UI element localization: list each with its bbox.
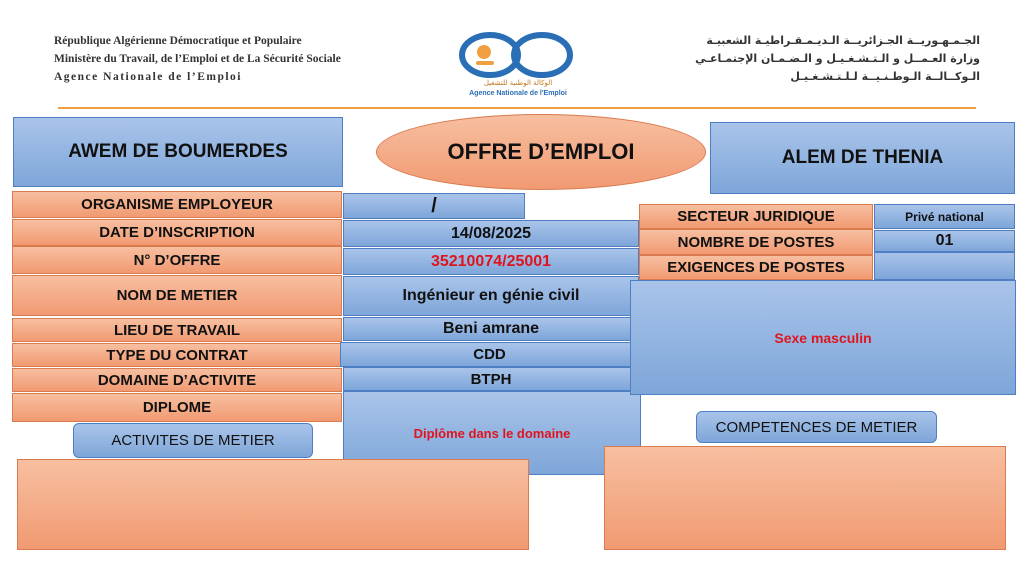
header-arabic	[695, 32, 980, 86]
label-numero	[12, 246, 342, 274]
label-exigences-text: EXIGENCES DE POSTES	[667, 259, 845, 276]
activites-box	[17, 459, 529, 550]
agency-right-box	[710, 122, 1015, 194]
value-metier-text: Ingénieur en génie civil	[402, 287, 580, 304]
label-organisme-text: ORGANISME EMPLOYEUR	[81, 196, 273, 213]
value-date	[343, 220, 639, 247]
header-fr-line-2: Ministère du Travail, de l’Emploi et de La Sécurité Sociale	[54, 53, 341, 65]
value-diplome-text: Diplôme dans le domaine	[413, 425, 571, 441]
label-contrat	[12, 343, 342, 367]
header-ar-line-1: الجـمـهـوريــة الجـزائريــة الـديـمـقـراطيـة الشعبيـة	[706, 34, 980, 47]
label-secteur	[639, 204, 873, 229]
competences-heading	[696, 411, 937, 443]
logo-caption-arabic: الوكالة الوطنية للتشغيل	[483, 79, 553, 87]
label-metier	[12, 275, 342, 316]
label-domaine	[12, 368, 342, 392]
value-secteur-text: Privé national	[905, 209, 984, 224]
header-ar-line-2: وزارة العـمــل و الـتـشـغـيـل و الـضـمـان الإجتمـاعـي	[695, 52, 980, 65]
activites-heading-text: ACTIVITES DE METIER	[111, 432, 275, 449]
label-organisme	[12, 191, 342, 218]
label-date	[12, 219, 342, 246]
label-contrat-text: TYPE DU CONTRAT	[106, 346, 248, 364]
exigences-detail-text: Sexe masculin	[774, 329, 872, 346]
agency-left-label: AWEM DE BOUMERDES	[68, 141, 288, 162]
value-numero-text: 35210074/25001	[430, 252, 552, 270]
value-lieu	[343, 317, 639, 341]
label-diplome	[12, 393, 342, 422]
label-lieu	[12, 318, 342, 342]
agency-right-label: ALEM DE THENIA	[781, 147, 944, 168]
title-ellipse	[376, 114, 706, 190]
label-domaine-text: DOMAINE D’ACTIVITE	[97, 371, 257, 389]
header-french	[54, 32, 341, 86]
logo-caption-french: Agence Nationale de l'Emploi	[469, 90, 567, 97]
value-numero	[343, 248, 639, 275]
label-diplome-text: DIPLOME	[142, 399, 212, 416]
label-date-text: DATE D’INSCRIPTION	[99, 224, 255, 241]
label-postes	[639, 229, 873, 255]
anem-logo-mark	[456, 30, 580, 80]
value-lieu-text: Beni amrane	[442, 320, 540, 337]
label-numero-text: N° D’OFFRE	[133, 251, 221, 269]
exigences-detail-box	[630, 280, 1016, 395]
value-organisme	[343, 193, 525, 219]
value-secteur	[874, 204, 1015, 229]
value-organisme-text: /	[431, 194, 437, 217]
value-domaine	[343, 367, 639, 391]
value-date-text: 14/08/2025	[450, 224, 532, 242]
label-secteur-text: SECTEUR JURIDIQUE	[677, 208, 835, 225]
label-exigences	[639, 255, 873, 280]
header-fr-line-3: Agence Nationale de l’Emploi	[54, 71, 242, 83]
label-postes-text: NOMBRE DE POSTES	[677, 233, 835, 251]
value-postes-text: 01	[935, 232, 954, 249]
value-postes	[874, 230, 1015, 252]
value-contrat	[340, 342, 639, 367]
competences-heading-text: COMPETENCES DE METIER	[715, 418, 918, 436]
header-ar-line-3: الـوكــالــة الـوطـنـيــة لـلـتـشـغـيـل	[790, 70, 980, 83]
value-exigences	[874, 252, 1015, 280]
label-lieu-text: LIEU DE TRAVAIL	[113, 321, 241, 339]
value-contrat-text: CDD	[473, 346, 506, 363]
value-domaine-text: BTPH	[470, 370, 512, 388]
header-fr-line-1: République Algérienne Démocratique et Populaire	[54, 35, 302, 47]
page-title: OFFRE D’EMPLOI	[447, 139, 635, 164]
label-metier-text: NOM DE METIER	[116, 287, 238, 304]
header-divider	[58, 107, 976, 109]
anem-logo	[456, 30, 580, 106]
activites-heading	[73, 423, 313, 458]
value-metier	[343, 276, 639, 316]
agency-left-box	[13, 117, 343, 187]
competences-box	[604, 446, 1006, 550]
